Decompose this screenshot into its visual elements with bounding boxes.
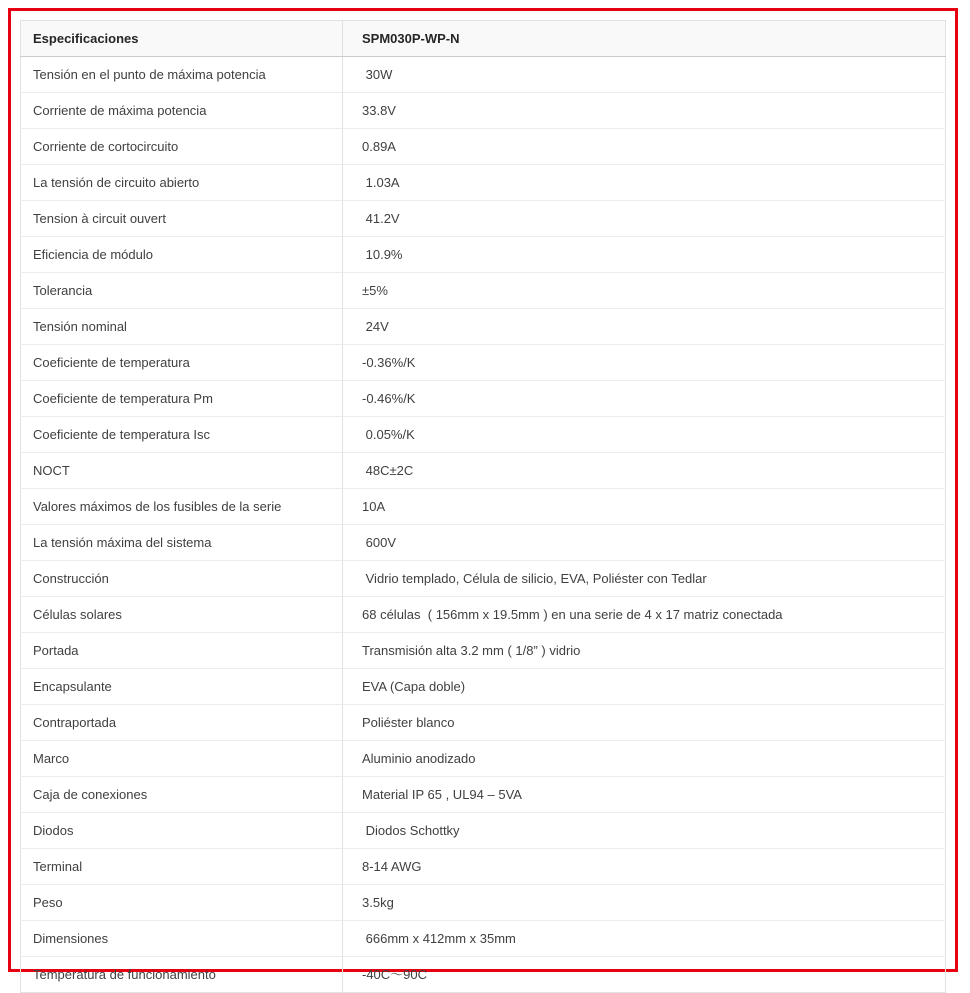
- spec-value: 68 células ( 156mm x 19.5mm ) en una serie de 4 x 17 matriz conectada: [343, 597, 946, 633]
- spec-value: 600V: [343, 525, 946, 561]
- spec-value: -0.36%/K: [343, 345, 946, 381]
- spec-label: Contraportada: [21, 705, 343, 741]
- table-row: [21, 777, 946, 813]
- spec-label: Caja de conexiones: [21, 777, 343, 813]
- spec-value: 666mm x 412mm x 35mm: [343, 921, 946, 957]
- spec-label: Eficiencia de módulo: [21, 237, 343, 273]
- table-row: [21, 345, 946, 381]
- spec-value: 24V: [343, 309, 946, 345]
- header-model-number: SPM030P-WP-N: [343, 21, 946, 57]
- table-row: [21, 813, 946, 849]
- table-row: [21, 129, 946, 165]
- table-row: [21, 561, 946, 597]
- spec-label: Células solares: [21, 597, 343, 633]
- table-row: [21, 57, 946, 93]
- table-row: [21, 669, 946, 705]
- table-row: [21, 201, 946, 237]
- table-row: [21, 597, 946, 633]
- spec-label: Coeficiente de temperatura Pm: [21, 381, 343, 417]
- spec-label: Diodos: [21, 813, 343, 849]
- spec-label: Tensión nominal: [21, 309, 343, 345]
- table-row: [21, 489, 946, 525]
- spec-table: [20, 20, 946, 993]
- table-row: [21, 381, 946, 417]
- header-especificaciones: Especificaciones: [21, 21, 343, 57]
- spec-label: Valores máximos de los fusibles de la serie: [21, 489, 343, 525]
- spec-panel: [8, 8, 958, 982]
- table-row: [21, 633, 946, 669]
- spec-value: 3.5kg: [343, 885, 946, 921]
- spec-value: Aluminio anodizado: [343, 741, 946, 777]
- spec-label: Tensión en el punto de máxima potencia: [21, 57, 343, 93]
- spec-label: Temperatura de funcionamiento: [21, 957, 343, 993]
- spec-label: Portada: [21, 633, 343, 669]
- spec-value: 41.2V: [343, 201, 946, 237]
- table-row: [21, 309, 946, 345]
- table-row: [21, 741, 946, 777]
- spec-label: Encapsulante: [21, 669, 343, 705]
- spec-label: Dimensiones: [21, 921, 343, 957]
- table-row: [21, 849, 946, 885]
- spec-label: La tensión máxima del sistema: [21, 525, 343, 561]
- table-row: [21, 237, 946, 273]
- table-row: [21, 921, 946, 957]
- spec-value: EVA (Capa doble): [343, 669, 946, 705]
- spec-value: Material IP 65 , UL94 – 5VA: [343, 777, 946, 813]
- table-row: [21, 705, 946, 741]
- spec-label: La tensión de circuito abierto: [21, 165, 343, 201]
- table-row: [21, 93, 946, 129]
- spec-label: Corriente de máxima potencia: [21, 93, 343, 129]
- spec-value: 10A: [343, 489, 946, 525]
- spec-value: 0.05%/K: [343, 417, 946, 453]
- spec-value: 10.9%: [343, 237, 946, 273]
- table-row: [21, 165, 946, 201]
- spec-label: Terminal: [21, 849, 343, 885]
- table-row: [21, 417, 946, 453]
- spec-value: -40C～90C: [343, 957, 946, 993]
- spec-label: Construcción: [21, 561, 343, 597]
- spec-label: Peso: [21, 885, 343, 921]
- spec-label: Marco: [21, 741, 343, 777]
- spec-table-body: [21, 57, 946, 993]
- spec-value: Transmisión alta 3.2 mm ( 1/8” ) vidrio: [343, 633, 946, 669]
- spec-label: Tension à circuit ouvert: [21, 201, 343, 237]
- spec-label: Coeficiente de temperatura Isc: [21, 417, 343, 453]
- spec-value: 30W: [343, 57, 946, 93]
- spec-label: Tolerancia: [21, 273, 343, 309]
- spec-value: Poliéster blanco: [343, 705, 946, 741]
- spec-value: 33.8V: [343, 93, 946, 129]
- spec-value: Vidrio templado, Célula de silicio, EVA, Poliéster con Tedlar: [343, 561, 946, 597]
- spec-label: NOCT: [21, 453, 343, 489]
- table-row: [21, 453, 946, 489]
- table-row: [21, 957, 946, 993]
- spec-value: Diodos Schottky: [343, 813, 946, 849]
- spec-value: 48C±2C: [343, 453, 946, 489]
- spec-value: ±5%: [343, 273, 946, 309]
- spec-value: -0.46%/K: [343, 381, 946, 417]
- spec-label: Corriente de cortocircuito: [21, 129, 343, 165]
- spec-label: Coeficiente de temperatura: [21, 345, 343, 381]
- table-row: [21, 525, 946, 561]
- spec-value: 1.03A: [343, 165, 946, 201]
- table-row: [21, 273, 946, 309]
- table-row: [21, 885, 946, 921]
- spec-value: 8-14 AWG: [343, 849, 946, 885]
- spec-value: 0.89A: [343, 129, 946, 165]
- header-row: [21, 21, 946, 57]
